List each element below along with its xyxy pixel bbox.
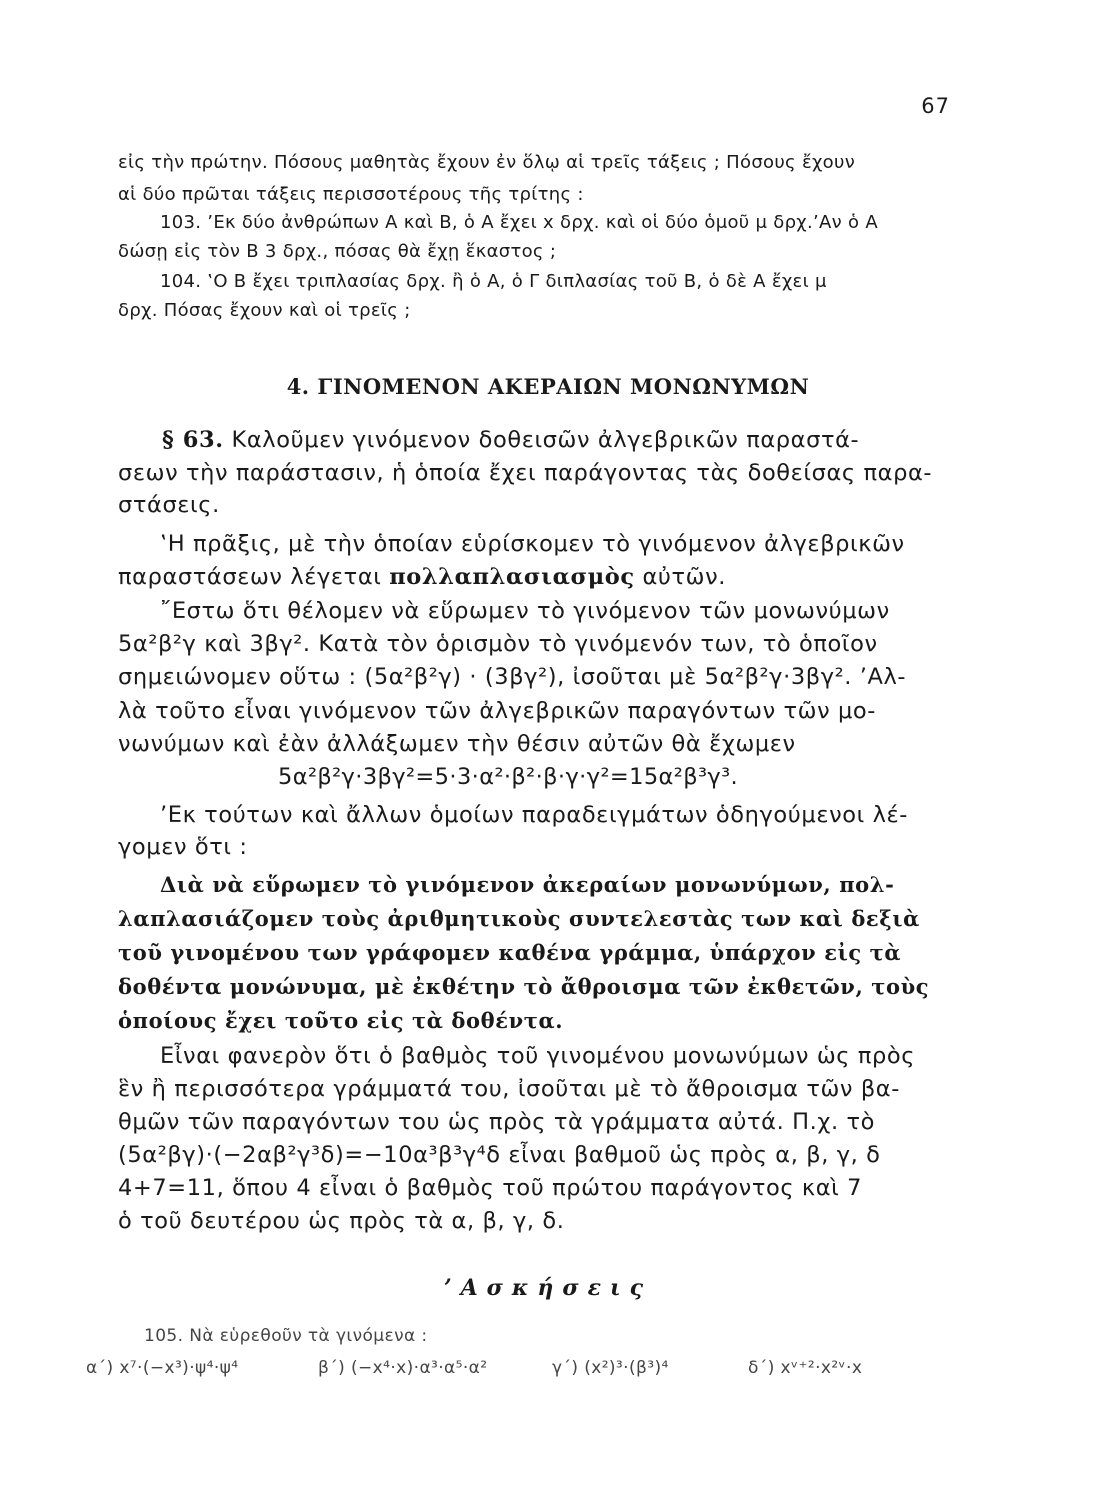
paragraph-line: Εἶναι φανερὸν ὅτι ὁ βαθμὸς τοῦ γινομένου μονωνύμων ὡς πρὸς <box>160 1043 916 1069</box>
paragraph-line: ’Εκ τούτων καὶ ἄλλων ὁμοίων παραδειγμάτων ὁδηγούμενοι λέ- <box>160 802 908 828</box>
paragraph-line: θμῶν τῶν παραγόντων του ὡς πρὸς τὰ γράμματα αὐτά. Π.χ. τὸ <box>118 1109 876 1135</box>
paragraph-text: Καλοῦμεν γινόμενον δοθεισῶν ἀλγεβρικῶν παραστά- <box>231 427 860 453</box>
paragraph-line: ῎Εστω ὅτι θέλομεν νὰ εὕρωμεν τὸ γινόμενον τῶν μονωνύμων <box>160 598 890 624</box>
page-number: 67 <box>921 94 950 118</box>
paragraph-line: στάσεις. <box>118 492 220 518</box>
paragraph-line: γομεν ὅτι : <box>118 834 248 860</box>
paragraph-line <box>162 427 859 453</box>
paragraph-line: 5α²β²γ καὶ 3βγ². Κατὰ τὸν ὁρισμὸν τὸ γινόμενόν των, τὸ ὁποῖον <box>118 631 878 657</box>
text-line: δώσῃ εἰς τὸν Β 3 δρχ., πόσας θὰ ἔχῃ ἕκαστος ; <box>118 241 557 262</box>
text-line: δρχ. Πόσας ἔχουν καὶ οἱ τρεῖς ; <box>118 300 411 321</box>
paragraph-line: (5α²βγ)·(−2αβ²γ³δ)=−10α³β³γ⁴δ εἶναι βαθμοῦ ὡς πρὸς α, β, γ, δ <box>118 1142 881 1168</box>
exercise-item: δ΄) xᵛ⁺²·x²ᵛ·x <box>748 1358 863 1378</box>
paragraph-line: ‛Η πρᾶξις, μὲ τὴν ὁποίαν εὑρίσκομεν τὸ γινόμενον ἀλγεβρικῶν <box>160 531 905 557</box>
paragraph-line: 4+7=11, ὅπου 4 εἶναι ὁ βαθμὸς τοῦ πρώτου παράγοντος καὶ 7 <box>118 1175 863 1201</box>
section-number: § 63. <box>162 427 224 453</box>
text-line: εἰς τὴν πρώτην. Πόσους μαθητὰς ἔχουν ἐν ὅλῳ αἱ τρεῖς τάξεις ; Πόσους ἔχουν <box>118 152 856 173</box>
text-line: αἱ δύο πρῶται τάξεις περισσοτέρους τῆς τρίτης : <box>118 184 584 205</box>
exercises-title: ’Ασκήσεις <box>443 1275 653 1301</box>
exercise-103-line: 103. ’Εκ δύο ἀνθρώπων Α καὶ Β, ὁ Α ἔχει x δρχ. καὶ οἱ δύο ὁμοῦ μ δρχ.’Αν ὁ Α <box>160 212 878 233</box>
paragraph-line: σημειώνομεν οὕτω : (5α²β²γ) · (3βγ²), ἰσοῦται μὲ 5α²β²γ·3βγ². ’Αλ- <box>118 664 907 690</box>
paragraph-line <box>118 564 726 590</box>
rule-line: τοῦ γινομένου των γράφομεν καθένα γράμμα, ὑπάρχον εἰς τὰ <box>118 940 902 965</box>
paragraph-line: νωνύμων καὶ ἐὰν ἀλλάξωμεν τὴν θέσιν αὐτῶν θὰ ἔχωμεν <box>118 731 796 757</box>
rule-line: δοθέντα μονώνυμα, μὲ ἐκθέτην τὸ ἄθροισμα τῶν ἐκθετῶν, τοὺς <box>118 974 930 999</box>
section-heading: 4. ΓΙΝΟΜΕΝΟΝ ΑΚΕΡΑΙΩΝ ΜΟΝΩΝΥΜΩΝ <box>286 374 810 399</box>
formula: 5α²β²γ·3βγ²=5·3·α²·β²·β·γ·γ²=15α²β³γ³. <box>278 764 739 790</box>
paragraph-text: παραστάσεων λέγεται <box>118 564 390 590</box>
paragraph-text: αὐτῶν. <box>634 564 726 590</box>
paragraph-line: λὰ τοῦτο εἶναι γινόμενον τῶν ἀλγεβρικῶν παραγόντων τῶν μο- <box>118 698 876 724</box>
exercise-105-intro: 105. Νὰ εὑρεθοῦν τὰ γινόμενα : <box>144 1326 428 1346</box>
bold-term: πολλαπλασιασμὸς <box>389 564 635 590</box>
exercise-item: α΄) x⁷·(−x³)·ψ⁴·ψ⁴ <box>86 1358 239 1378</box>
rule-line: Διὰ νὰ εὕρωμεν τὸ γινόμενον ἀκεραίων μονωνύμων, πολ- <box>160 872 895 897</box>
rule-line: λαπλασιάζομεν τοὺς ἀριθμητικοὺς συντελεστὰς των καὶ δεξιὰ <box>118 906 920 931</box>
paragraph-line: ἓν ἢ περισσότερα γράμματά του, ἰσοῦται μὲ τὸ ἄθροισμα τῶν βα- <box>118 1076 900 1102</box>
exercise-item: β΄) (−x⁴·x)·α³·α⁵·α² <box>318 1358 488 1378</box>
paragraph-line: σεων τὴν παράστασιν, ἡ ὁποία ἔχει παράγοντας τὰς δοθείσας παρα- <box>118 460 933 486</box>
paragraph-line: ὁ τοῦ δευτέρου ὡς πρὸς τὰ α, β, γ, δ. <box>118 1208 565 1234</box>
rule-line: ὁποίους ἔχει τοῦτο εἰς τὰ δοθέντα. <box>118 1008 564 1033</box>
exercise-item: γ΄) (x²)³·(β³)⁴ <box>552 1358 669 1378</box>
exercise-104-line: 104. ‛Ο Β ἔχει τριπλασίας δρχ. ἢ ὁ Α, ὁ Γ διπλασίας τοῦ Β, ὁ δὲ Α ἔχει μ <box>160 271 827 292</box>
